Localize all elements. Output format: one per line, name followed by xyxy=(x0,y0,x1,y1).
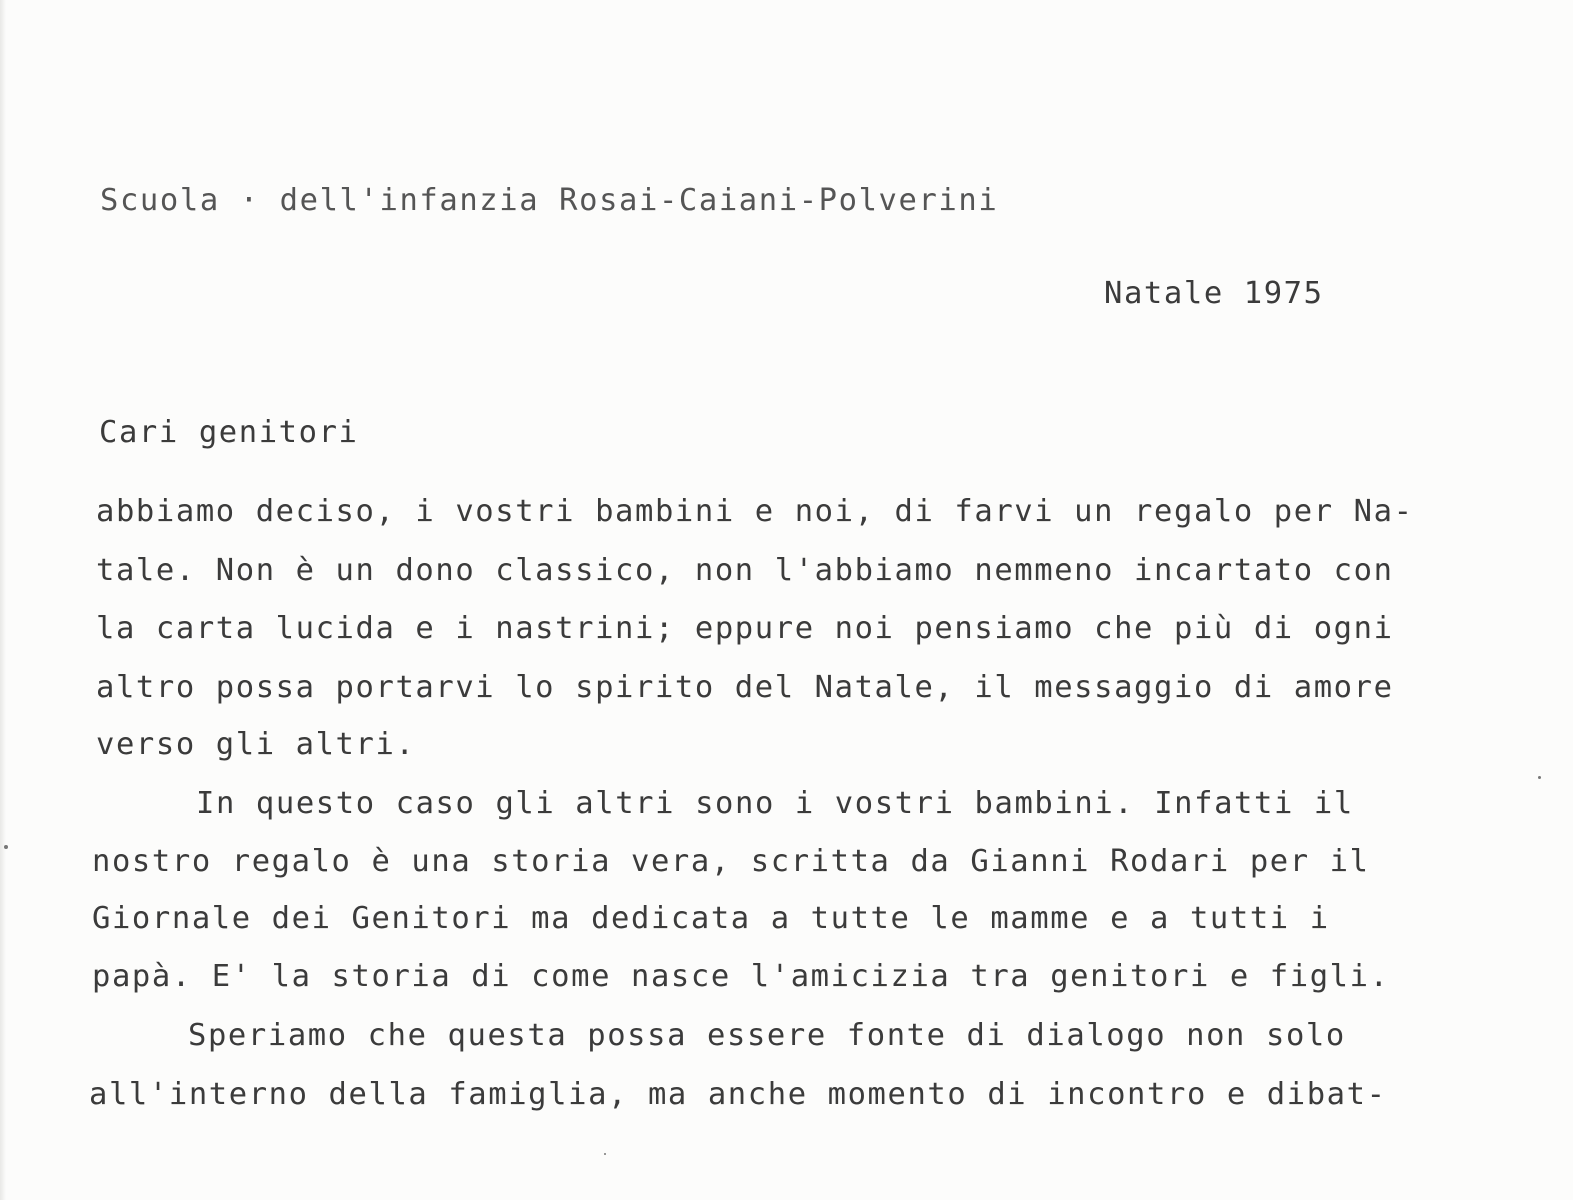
paragraph-2-line-1: In questo caso gli altri sono i vostri bambini. Infatti il xyxy=(196,786,1354,821)
paragraph-2-line-2: nostro regalo è una storia vera, scritta da Gianni Rodari per il xyxy=(92,844,1370,879)
paragraph-3-line-1: Speriamo che questa possa essere fonte di dialogo non solo xyxy=(188,1018,1346,1053)
scan-edge-shadow xyxy=(0,0,6,1200)
letter-date: Natale 1975 xyxy=(1104,276,1324,311)
paragraph-3-line-2: all'interno della famiglia, ma anche momento di incontro e dibat- xyxy=(89,1077,1387,1112)
paragraph-1-line-1: abbiamo deciso, i vostri bambini e noi, di farvi un regalo per Na- xyxy=(96,494,1414,529)
paragraph-1-line-4: altro possa portarvi lo spirito del Natale, il messaggio di amore xyxy=(96,670,1394,705)
letter-greeting: Cari genitori xyxy=(99,415,359,450)
school-header: Scuola · dell'infanzia Rosai-Caiani-Polverini xyxy=(100,183,999,218)
paragraph-2-line-4: papà. E' la storia di come nasce l'amicizia tra genitori e figli. xyxy=(92,959,1390,994)
paragraph-1-line-2: tale. Non è un dono classico, non l'abbiamo nemmeno incartato con xyxy=(96,553,1394,588)
scan-speck xyxy=(604,1153,606,1155)
paragraph-2-line-3: Giornale dei Genitori ma dedicata a tutte le mamme e a tutti i xyxy=(92,901,1330,936)
scan-speck xyxy=(4,845,8,849)
paragraph-1-line-3: la carta lucida e i nastrini; eppure noi pensiamo che più di ogni xyxy=(96,611,1394,646)
paragraph-1-line-5: verso gli altri. xyxy=(96,727,416,762)
scan-speck xyxy=(1538,776,1541,779)
